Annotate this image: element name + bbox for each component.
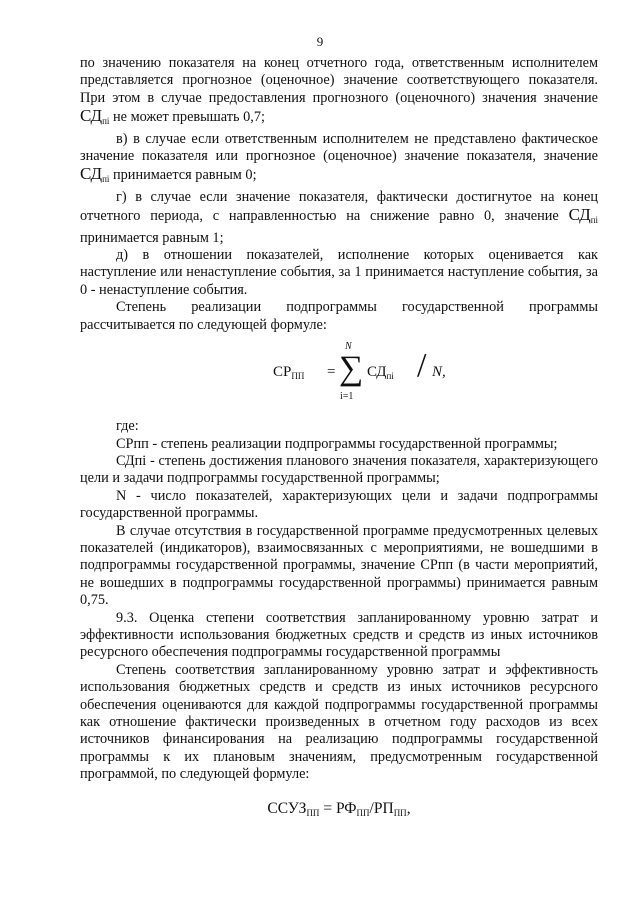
paragraph-text: в) в случае если ответственным исполнителем не представлено фактическое значение показателя или прогнозное (оценочное) значение показателя, значение xyxy=(80,130,598,165)
formula-term xyxy=(367,364,394,385)
sum-lower-limit: i=1 xyxy=(340,391,354,403)
formula2-denominator: РП xyxy=(373,799,394,817)
formula-term-subscript: пi xyxy=(386,371,394,382)
formula-lhs-subscript: ПП xyxy=(291,371,305,382)
paragraph: СРпп - степень реализации подпрограммы государственной программы; xyxy=(116,435,558,452)
paragraph-text: по значению показателя на конец отчетного года, ответственным исполнителем представляется прогнозное (оценочное) значение соответствующего показателя. При этом в случае предоставления прогнозного (оценочного) значения значение xyxy=(80,55,598,106)
symbol-sd-subscript: пi xyxy=(590,215,599,226)
document-body xyxy=(80,55,598,822)
sum-upper-limit: N xyxy=(345,341,352,353)
formula-lhs xyxy=(273,364,304,385)
paragraph-text-tail: не может превышать 0,7; xyxy=(109,109,265,126)
formula2-numerator-subscript: ПП xyxy=(356,807,370,818)
paragraph: Степень соответствия запланированному уровню затрат и эффективность использования бюджетных средств и средств из иных источников ресурсного обеспечения оцениваются для каждой подпрограммы государственной программы как отношение фактически произведенных в отчетном году расходов из всех источников финансирования на реализацию подпрограммы государственной программы к их плановым значениям, предусмотренным государственной программой, по следующей формуле: xyxy=(80,661,598,783)
page-number: 9 xyxy=(316,34,324,49)
paragraph-text-tail: принимается равным 0; xyxy=(109,167,257,184)
formula2-lhs-subscript: ПП xyxy=(306,807,320,818)
formula-ssuz-pp xyxy=(80,800,598,822)
paragraph xyxy=(80,189,598,247)
formula2-end: , xyxy=(406,799,411,817)
formula2-equals: = xyxy=(319,799,336,817)
formula-equals: = xyxy=(327,364,336,381)
paragraph-text: г) в случае если значение показателя, фактически достигнутое на конец отчетного периода, с направленностью на снижение равно 0, значение xyxy=(80,188,598,225)
paragraph: СДпi - степень достижения планового значения показателя, характеризующего цели и задачи подпрограммы государственной программы; xyxy=(80,452,598,487)
formula2-denominator-subscript: ПП xyxy=(393,807,407,818)
paragraph xyxy=(80,55,598,131)
formula2-numerator: РФ xyxy=(335,799,357,817)
symbol-sd-subscript: пi xyxy=(102,116,110,127)
formula-term-text: СД xyxy=(367,364,387,381)
formula-slash: / xyxy=(417,347,427,385)
formula2-lhs: ССУЗ xyxy=(267,799,307,817)
paragraph: д) в отношении показателей, исполнение которых оценивается как наступление или ненаступление события, за 1 принимается наступление события, за 0 - ненаступление события. xyxy=(80,247,598,298)
formula-divisor: N, xyxy=(432,364,446,381)
section-heading: 9.3. Оценка степени соответствия запланированному уровню затрат и эффективности использования бюджетных средств и средств из иных источников ресурсного обеспечения подпрограммы государственной программы xyxy=(80,609,598,661)
symbol-sd-subscript: пi xyxy=(102,174,110,185)
paragraph: В случае отсутствия в государственной программе предусмотренных целевых показателей (индикаторов), взаимосвязанных с мероприятиями, не вошедшими в подпрограммы государственной программы, значение СРпп (в части мероприятий, не вошедших в подпрограммы государственной программы) принимается равным 0,75. xyxy=(80,522,598,609)
formula-lhs-text: СР xyxy=(273,364,292,381)
symbol-sd: СД xyxy=(80,106,103,126)
paragraph: N - число показателей, характеризующих цели и задачи подпрограммы государственной программы. xyxy=(80,487,598,522)
formula-sr-pp xyxy=(80,342,598,404)
formula2-slash: / xyxy=(369,799,374,817)
paragraph xyxy=(80,131,598,189)
paragraph: Степень реализации подпрограммы государственной программы рассчитывается по следующей формуле: xyxy=(80,299,598,333)
paragraph-text-tail: принимается равным 1; xyxy=(80,229,224,246)
symbol-sd: СД xyxy=(568,205,591,225)
sum-sign: ∑ xyxy=(339,350,364,388)
symbol-sd: СД xyxy=(80,164,103,184)
paragraph: где: xyxy=(116,418,139,435)
